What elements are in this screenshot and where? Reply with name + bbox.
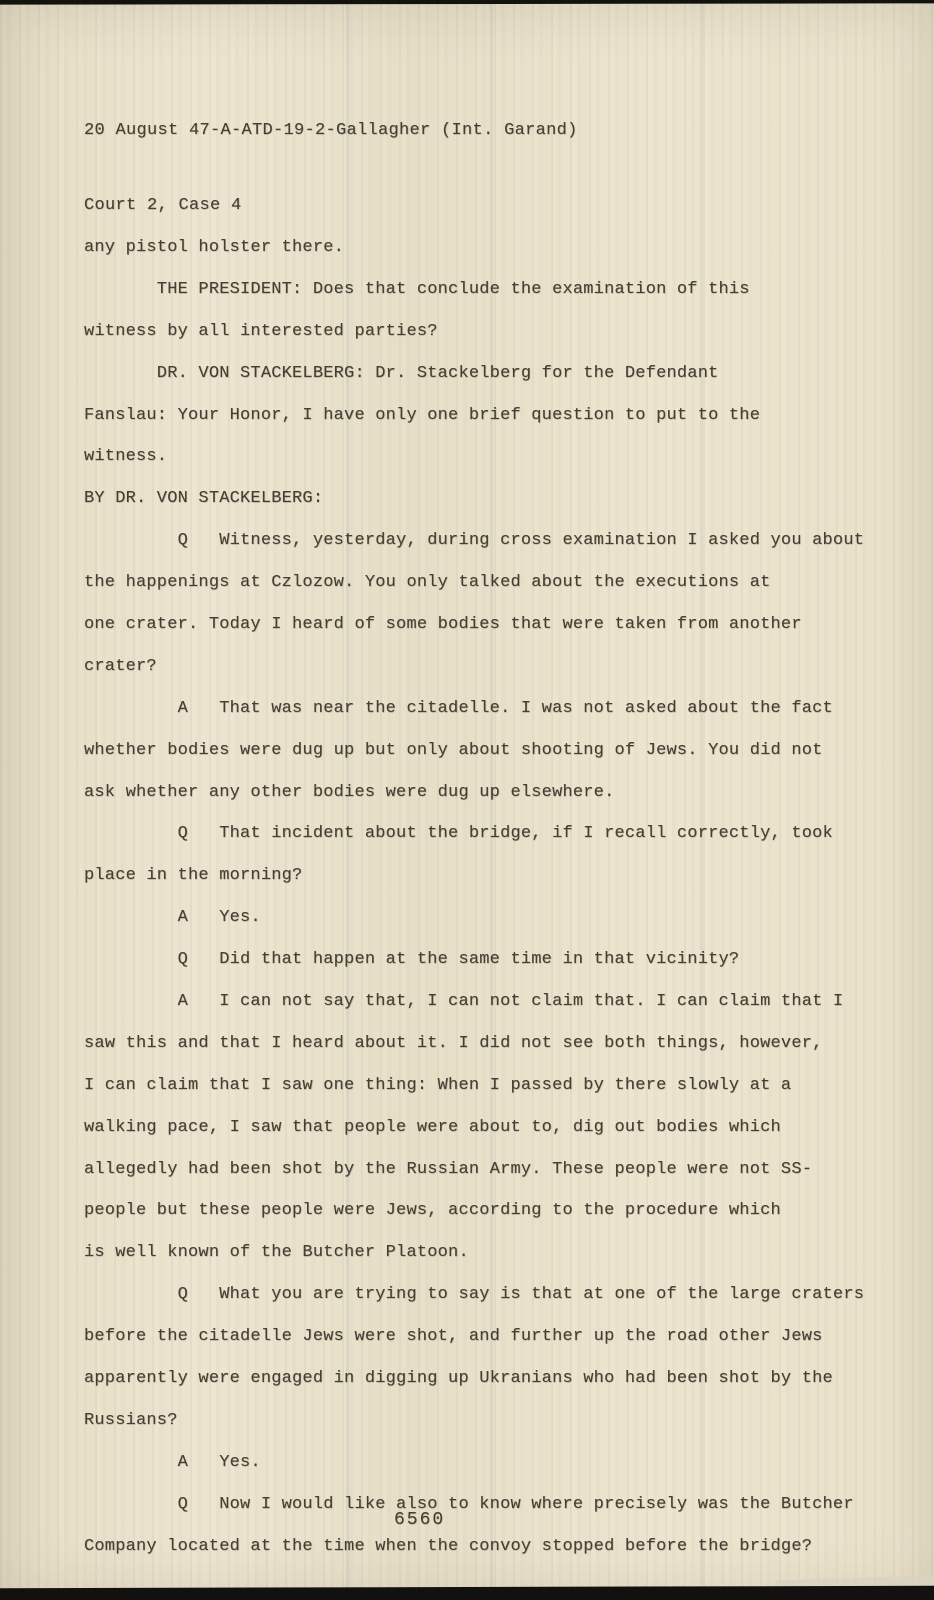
transcript-line: is well known of the Butcher Platoon. — [84, 1243, 469, 1263]
transcript-line: witness by all interested parties? — [84, 321, 438, 341]
transcript-line: THE PRESIDENT: Does that conclude the examination of this — [84, 279, 750, 299]
scan-edge-bottom — [0, 1586, 934, 1600]
transcript-line: whether bodies were dug up but only about shooting of Jews. You did not — [84, 740, 823, 760]
transcript-line: people but these people were Jews, according to the procedure which — [84, 1201, 781, 1221]
transcript-line: allegedly had been shot by the Russian Army. These people were not SS- — [84, 1159, 813, 1179]
header-court-case-line: Court 2, Case 4 — [84, 196, 242, 215]
transcript-line: Q Witness, yesterday, during cross examination I asked you about — [84, 531, 865, 551]
transcript-body — [84, 170, 894, 1568]
transcript-line: Q Did that happen at the same time in that vicinity? — [84, 950, 740, 970]
transcript-line: ask whether any other bodies were dug up elsewhere. — [84, 782, 615, 802]
transcript-line: any pistol holster there. — [84, 238, 345, 257]
transcript-line: A Yes. — [84, 908, 261, 928]
transcript-line: crater? — [84, 656, 157, 676]
transcript-line: Russians? — [84, 1410, 178, 1430]
transcript-line: Company located at the time when the convoy stopped before the bridge? — [84, 1536, 813, 1556]
transcript-line: witness. — [84, 447, 168, 467]
transcript-line: place in the morning? — [84, 866, 303, 886]
transcript-line: A Yes. — [84, 1452, 261, 1472]
scan-edge-top — [0, 0, 934, 5]
page-number: 6560 — [394, 1510, 446, 1530]
transcript-line: Fanslau: Your Honor, I have only one brief question to put to the — [84, 405, 761, 425]
transcript-line: before the citadelle Jews were shot, and further up the road other Jews — [84, 1327, 823, 1347]
header-citation-line: 20 August 47-A-ATD-19-2-Gallagher (Int. Garand) — [84, 121, 578, 140]
transcript-line: BY DR. VON STACKELBERG: — [84, 489, 324, 509]
transcript-line: the happenings at Czlozow. You only talked about the executions at — [84, 573, 771, 593]
transcript-line: Q What you are trying to say is that at one of the large craters — [84, 1285, 865, 1305]
transcript-line: apparently were engaged in digging up Ukranians who had been shot by the — [84, 1369, 833, 1389]
transcript-line: DR. VON STACKELBERG: Dr. Stackelberg for the Defendant — [84, 363, 719, 383]
transcript-line: Q That incident about the bridge, if I recall correctly, took — [84, 824, 833, 844]
transcript-line: walking pace, I saw that people were about to, dig out bodies which — [84, 1117, 781, 1137]
transcript-line: A I can not say that, I can not claim that. I can claim that I — [84, 992, 844, 1012]
transcript-line: Q Now I would like also to know where precisely was the Butcher — [84, 1494, 854, 1514]
transcript-line: I can claim that I saw one thing: When I passed by there slowly at a — [84, 1075, 792, 1095]
transcript-line: saw this and that I heard about it. I did not see both things, however, — [84, 1033, 823, 1053]
transcript-line: one crater. Today I heard of some bodies that were taken from another — [84, 615, 802, 635]
transcript-line: A That was near the citadelle. I was not asked about the fact — [84, 698, 833, 718]
